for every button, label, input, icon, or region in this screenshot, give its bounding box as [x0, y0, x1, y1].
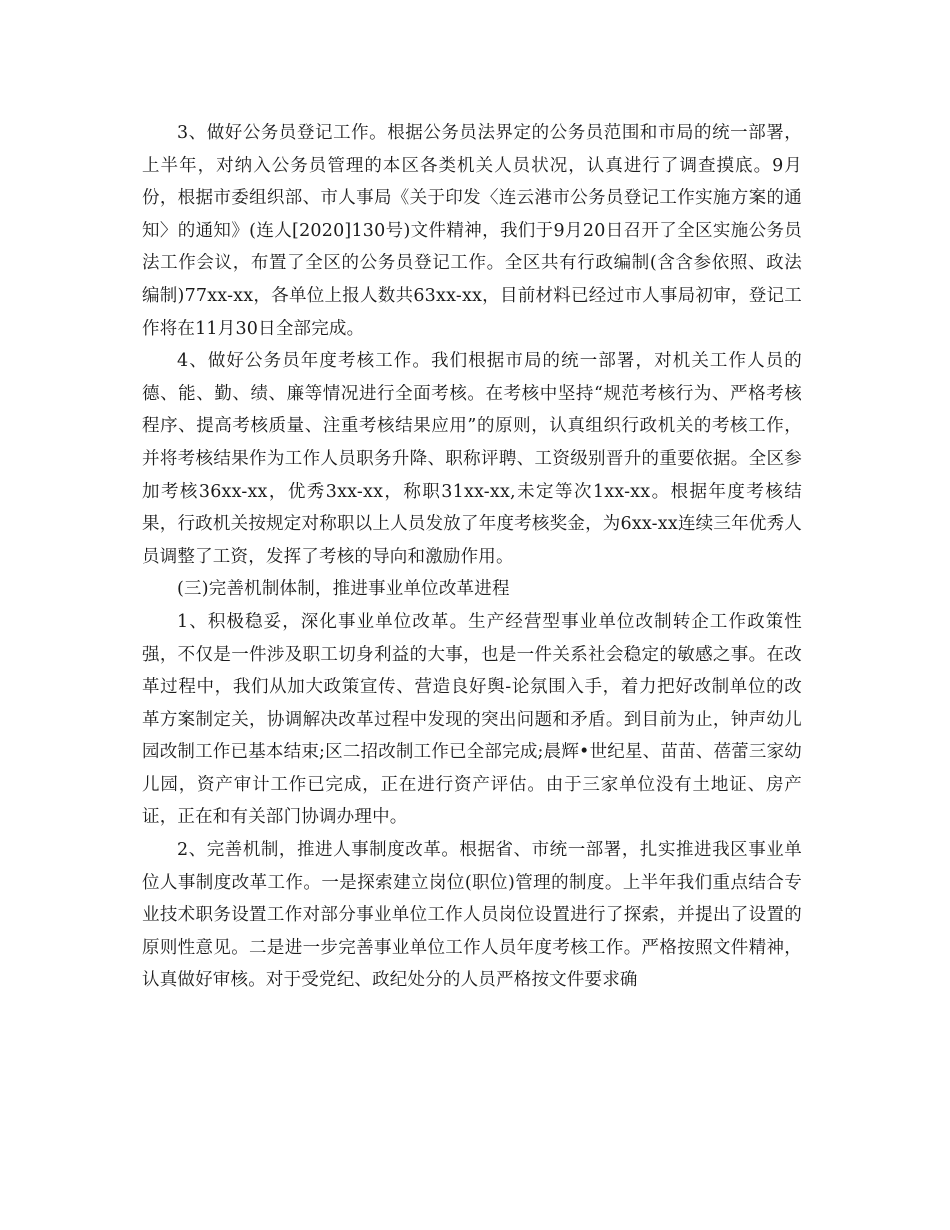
- paragraph-annual-assessment: 4、做好公务员年度考核工作。我们根据市局的统一部署，对机关工作人员的德、能、勤、绩、廉等情况进行全面考核。在考核中坚持“规范考核行为、严格考核程序、提高考核质量、注重考核结果应用”的原则，认真组织行政机关的考核工作，并将考核结果作为工作人员职务升降、职称评聘、工资级别晋升的重要依据。全区参加考核36xx-xx，优秀3xx-xx，称职31xx-xx,未定等次1xx-xx。根据年度考核结果，行政机关按规定对称职以上人员发放了年度考核奖金，为6xx-xx连续三年优秀人员调整了工资，发挥了考核的导向和激励作用。: [142, 351, 802, 567]
- document-body: [142, 117, 802, 997]
- paragraph-civil-servant-registration: 3、做好公务员登记工作。根据公务员法界定的公务员范围和市局的统一部署，上半年，对纳入公务员管理的本区各类机关人员状况，认真进行了调查摸底。9月份，根据市委组织部、市人事局《关于印发〈连云港市公务员登记工作实施方案的通知〉的通知》(连人[2020]130号)文件精神，我们于9月20日召开了全区实施公务员法工作会议，布置了全区的公务员登记工作。全区共有行政编制(含含参依照、政法编制)77xx-xx，各单位上报人数共63xx-xx，目前材料已经过市人事局初审，登记工作将在11月30日全部完成。: [142, 123, 802, 339]
- paragraph-institution-reform: 1、积极稳妥，深化事业单位改革。生产经营型事业单位改制转企工作政策性强，不仅是一件涉及职工切身利益的大事，也是一件关系社会稳定的敏感之事。在改革过程中，我们从加大政策宣传、营造良好舆-论氛围入手，着力把好改制单位的改革方案制定关，协调解决改革过程中发现的突出问题和矛盾。到目前为止，钟声幼儿园改制工作已基本结束;区二招改制工作已全部完成;晨辉•世纪星、苗苗、蓓蕾三家幼儿园，资产审计工作已完成，正在进行资产评估。由于三家单位没有土地证、房产证，正在和有关部门协调办理中。: [142, 611, 802, 828]
- section-heading: (三)完善机制体制，推进事业单位改革进程: [177, 579, 510, 600]
- paragraph-personnel-system-reform: 2、完善机制，推进人事制度改革。根据省、市统一部署，扎实推进我区事业单位人事制度改革工作。一是探索建立岗位(职位)管理的制度。上半年我们重点结合专业技术职务设置工作对部分事业单位工作人员岗位设置进行了探索，并提出了设置的原则性意见。二是进一步完善事业单位工作人员年度考核工作。严格按照文件精神，认真做好审核。对于受党纪、政纪处分的人员严格按文件要求确: [142, 840, 802, 991]
